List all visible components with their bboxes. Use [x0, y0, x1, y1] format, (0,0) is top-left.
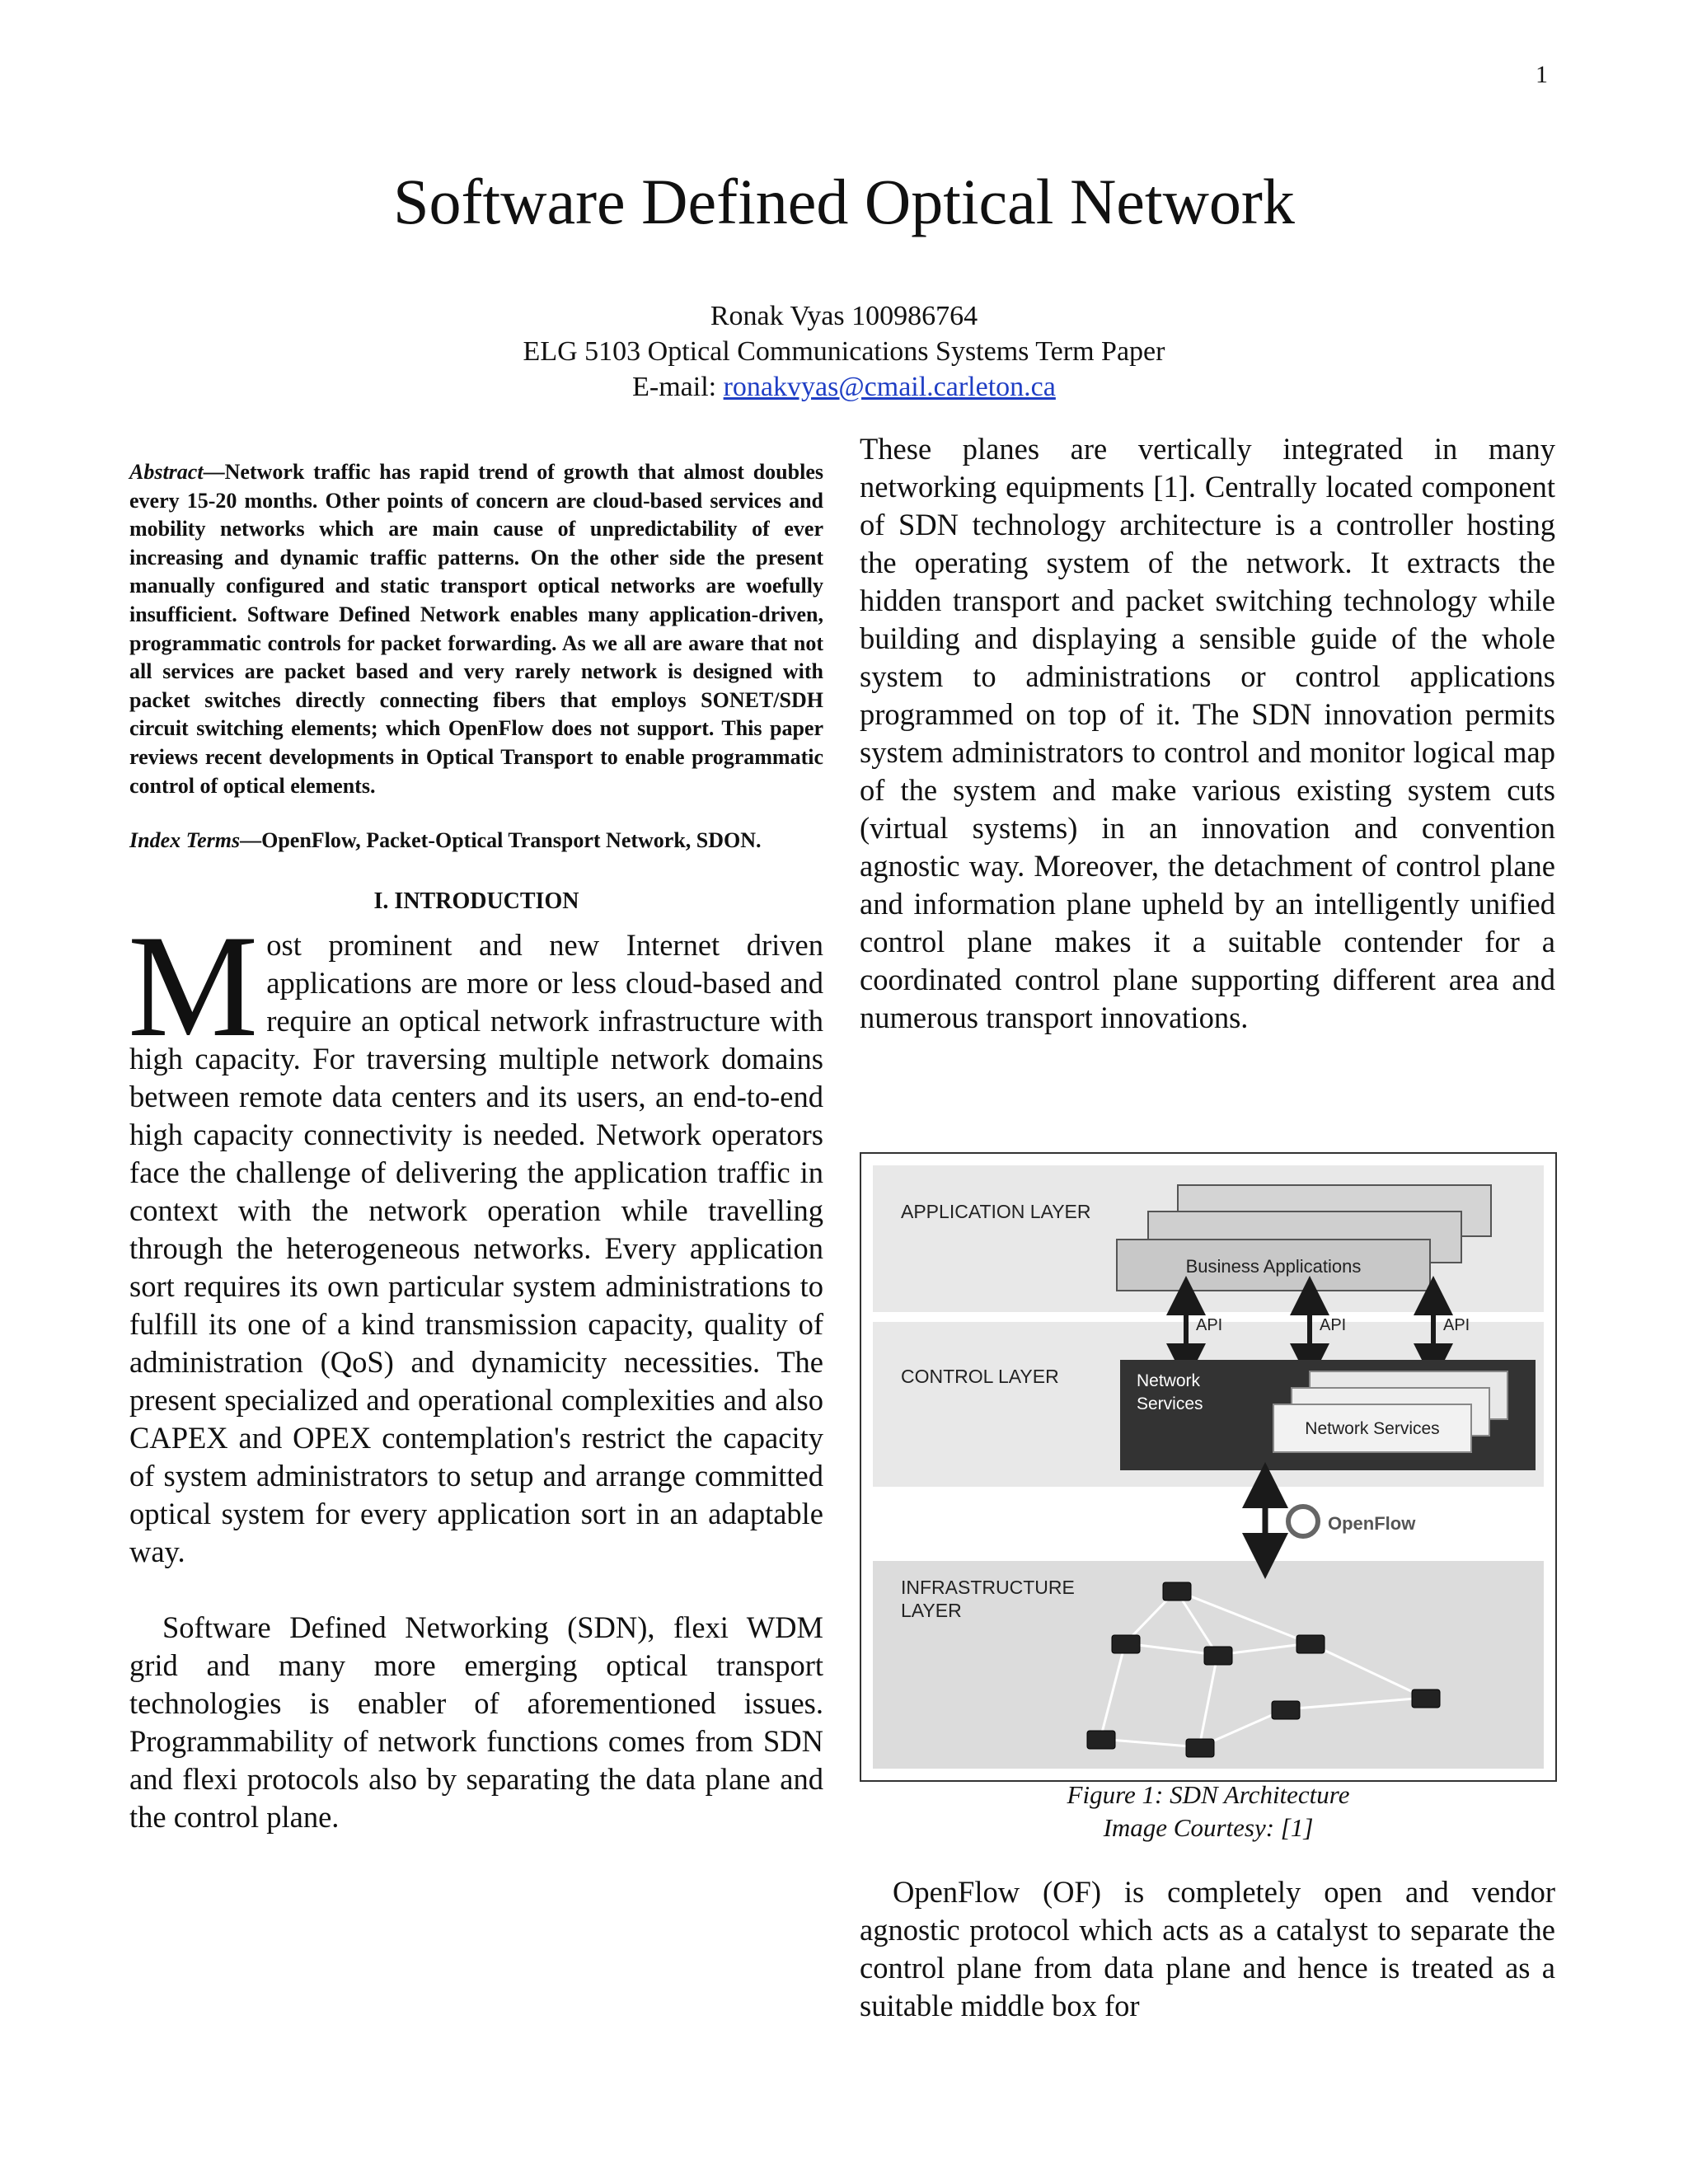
- dropcap: M: [128, 903, 259, 1067]
- api-label-1: API: [1196, 1316, 1223, 1334]
- index-terms: [129, 827, 823, 855]
- author-block: [0, 298, 1688, 405]
- openflow-label: OpenFlow: [1328, 1513, 1416, 1534]
- switch-node: [1412, 1690, 1440, 1708]
- figure-sdn-architecture: [860, 1152, 1557, 1782]
- network-services-label-line1: Network: [1137, 1371, 1201, 1390]
- control-layer-label: CONTROL LAYER: [901, 1366, 1059, 1387]
- switch-node: [1186, 1739, 1214, 1757]
- switch-node: [1272, 1701, 1300, 1719]
- email-label: E-mail:: [632, 372, 717, 402]
- left-column: [129, 458, 823, 1836]
- infrastructure-layer-label-line2: LAYER: [901, 1600, 962, 1621]
- section-heading-introduction: I. INTRODUCTION: [373, 888, 579, 914]
- email-line: [0, 369, 1688, 405]
- abstract: [129, 458, 823, 800]
- figure-caption-courtesy: Image Courtesy: [1]: [1103, 1813, 1314, 1842]
- intro-paragraph-2: Software Defined Networking (SDN), flexi WDM grid and many more emerging optical transport technologies is enabler of aforementioned issues. Programmability of network functions comes from SDN and flexi protocols also by separating the data plane and the control plane.: [129, 1610, 823, 1834]
- right-column-bottom: [860, 1873, 1555, 2025]
- course-line: ELG 5103 Optical Communications Systems Term Paper: [523, 336, 1165, 367]
- switch-node: [1112, 1635, 1140, 1653]
- page-number: 1: [1536, 61, 1548, 88]
- email-link[interactable]: ronakvyas@cmail.carleton.ca: [723, 372, 1056, 402]
- switch-node: [1087, 1731, 1115, 1749]
- sdn-architecture-diagram: [873, 1165, 1544, 1769]
- switch-node: [1204, 1647, 1232, 1665]
- figure-caption: [860, 1779, 1557, 1844]
- author-name: Ronak Vyas 100986764: [710, 301, 978, 331]
- business-applications-label: Business Applications: [1185, 1256, 1362, 1277]
- infrastructure-layer-label-line1: INFRASTRUCTURE: [901, 1577, 1075, 1598]
- right-column: [860, 430, 1555, 1037]
- api-label-2: API: [1320, 1316, 1347, 1334]
- intro-paragraph-3: These planes are vertically integrated in many networking equipments [1]. Centrally located component of SDN technology architecture is a controller hosting the operating system of the network. It extracts the hidden transport and packet switching technology while building and displaying a sensible guide of the whole system to administrations or control applications programmed on top of it. The SDN innovation permits system administrators to control and monitor logical map of the system and make various existing system cuts (virtual systems) in an innovation and convention agnostic way. Moreover, the detachment of control plane and information plane upheld by an intelligently unified control plane makes it a suitable contender for a coordinated control plane supporting different area and numerous transport innovations.: [860, 432, 1555, 1034]
- network-services-box-label: Network Services: [1305, 1419, 1440, 1438]
- paper-title: Software Defined Optical Network: [393, 166, 1295, 237]
- switch-node: [1296, 1635, 1325, 1653]
- switch-node: [1163, 1582, 1191, 1601]
- abstract-text: —Network traffic has rapid trend of growth that almost doubles every 15-20 months. Other points of concern are cloud-based services and mobility networks which are main cause of unpredictability of ever increasing and dynamic traffic patterns. On the other side the present manually configured and static transport optical networks are woefully insufficient. Software Defined Network enables many application-driven, programmatic controls for packet forwarding. As we all are aware that not all services are packet based and very rarely network is designed with packet switches directly connecting fibers that employs SONET/SDH circuit switching elements; which OpenFlow does not support. This paper reviews recent developments in Optical Transport to enable programmatic control of optical elements.: [129, 460, 823, 798]
- intro-paragraph-1-text: ost prominent and new Internet driven applications are more or less cloud-based and require an optical network infrastructure with high capacity. For traversing multiple network domains between remote data centers and its users, an end-to-end high capacity connectivity is needed. Network operators face the challenge of delivering the application traffic in context with the network operation while travelling through the heterogeneous networks. Every application sort requires its own particular system administrations to fulfill its one of a kind transmission capacity, quality of administration (QoS) and dynamicity necessities. The present specialized and operational complexities and also CAPEX and OPEX contemplation's restrict the capacity of system administrators to setup and arrange committed optical system for every application sort in an adaptable way.: [129, 927, 823, 1568]
- network-services-label-line2: Services: [1137, 1394, 1203, 1413]
- intro-paragraph-1: [128, 903, 823, 1571]
- index-terms-label: Index Terms: [129, 828, 241, 853]
- api-label-3: API: [1443, 1316, 1470, 1334]
- application-layer-label: APPLICATION LAYER: [901, 1201, 1091, 1222]
- abstract-label: Abstract: [129, 460, 204, 484]
- figure-caption-title: Figure 1: SDN Architecture: [1067, 1780, 1350, 1809]
- intro-paragraph-4: OpenFlow (OF) is completely open and vendor agnostic protocol which acts as a catalyst to separate the control plane from data plane and hence is treated as a suitable middle box for: [860, 1875, 1555, 2022]
- index-terms-text: —OpenFlow, Packet-Optical Transport Network, SDON.: [240, 828, 762, 853]
